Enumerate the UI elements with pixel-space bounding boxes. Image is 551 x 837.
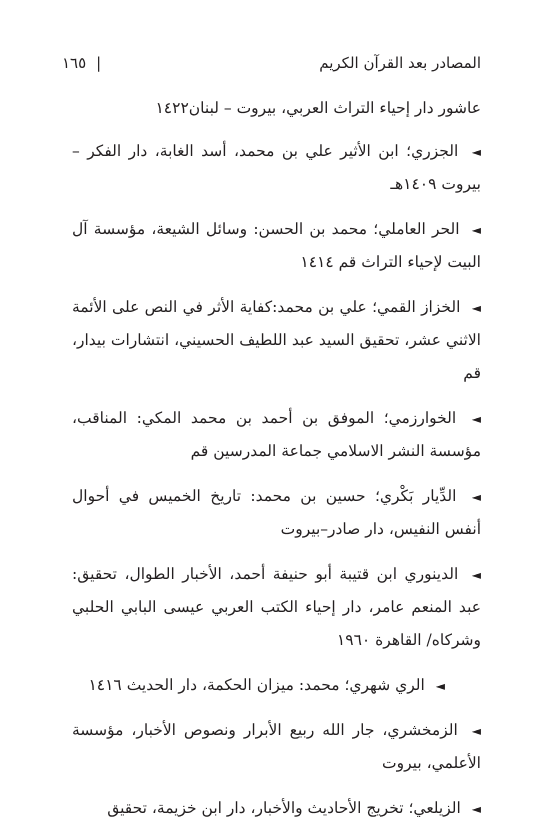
entry-text: الدينوري ابن قتيبة أبو حنيفة أحمد، الأخبار الطوال، تحقيق: عبد المنعم عامر، دار إحياء الكتب العربي عيسى البابي الحلبي وشركاه/ القاهرة ١٩٦٠ [72,565,481,649]
entry-text: الزيلعي؛ تخريج الأحاديث والأخبار، دار ابن خزيمة، تحقيق [107,799,461,817]
entry-text: الزمخشري، جار الله ربيع الأبرار ونصوص الأخبار، مؤسسة الأعلمي، بيروت [72,721,481,772]
entry-text: الجزري؛ ابن الأثير علي بن محمد، أسد الغابة، دار الفكر – بيروت ١٤٠٩هـ [72,142,481,193]
bullet-arrow-icon: ◄ [471,490,481,504]
bibliography-list [72,92,481,837]
entry-text: الري شهري؛ محمد: ميزان الحكمة، دار الحديث ١٤١٦ [88,676,425,694]
bibliography-entry [72,291,481,390]
bibliography-entry [72,792,481,825]
bullet-arrow-icon: ◄ [471,145,481,159]
bullet-arrow-icon: ◄ [471,724,481,738]
header-separator: | [96,54,102,72]
entry-text: الحر العاملي؛ محمد بن الحسن: وسائل الشيعة، مؤسسة آل البيت لإحياء التراث قم ١٤١٤ [72,220,481,271]
bibliography-entry [72,135,481,201]
entry-text: الخوارزمي؛ الموفق بن أحمد بن محمد المكي: المناقب، مؤسسة النشر الاسلامي جماعة المدرسين قم [72,409,481,460]
bullet-arrow-icon: ◄ [471,301,481,315]
bullet-arrow-icon: ◄ [471,802,481,816]
bibliography-entry [72,213,481,279]
entry-text: الخزاز القمي؛ علي بن محمد:كفاية الأثر في النص على الأئمة الاثني عشر، تحقيق السيد عبد اللطيف الحسيني، انتشارات بيدار، قم [72,298,481,382]
running-title: المصادر بعد القرآن الكريم [319,54,481,72]
bibliography-entry [72,714,481,780]
bullet-arrow-icon: ◄ [471,568,481,582]
bibliography-entry [72,669,481,702]
bullet-arrow-icon: ◄ [471,223,481,237]
bullet-arrow-icon: ◄ [435,679,445,693]
page-header [62,48,481,78]
bibliography-entry [72,558,481,657]
page-number-group [62,54,101,72]
page-number: ١٦٥ [62,54,87,72]
entry-text: عاشور دار إحياء التراث العربي، بيروت – لبنان١٤٢٢ [155,99,481,117]
bibliography-entry-continuation [72,92,481,125]
entry-text: الدِّيار بَكْري؛ حسين بن محمد: تاريخ الخميس في أحوال أنفس النفيس، دار صادر–بيروت [72,487,481,538]
bullet-arrow-icon: ◄ [471,412,481,426]
bibliography-entry [72,480,481,546]
bibliography-entry [72,402,481,468]
